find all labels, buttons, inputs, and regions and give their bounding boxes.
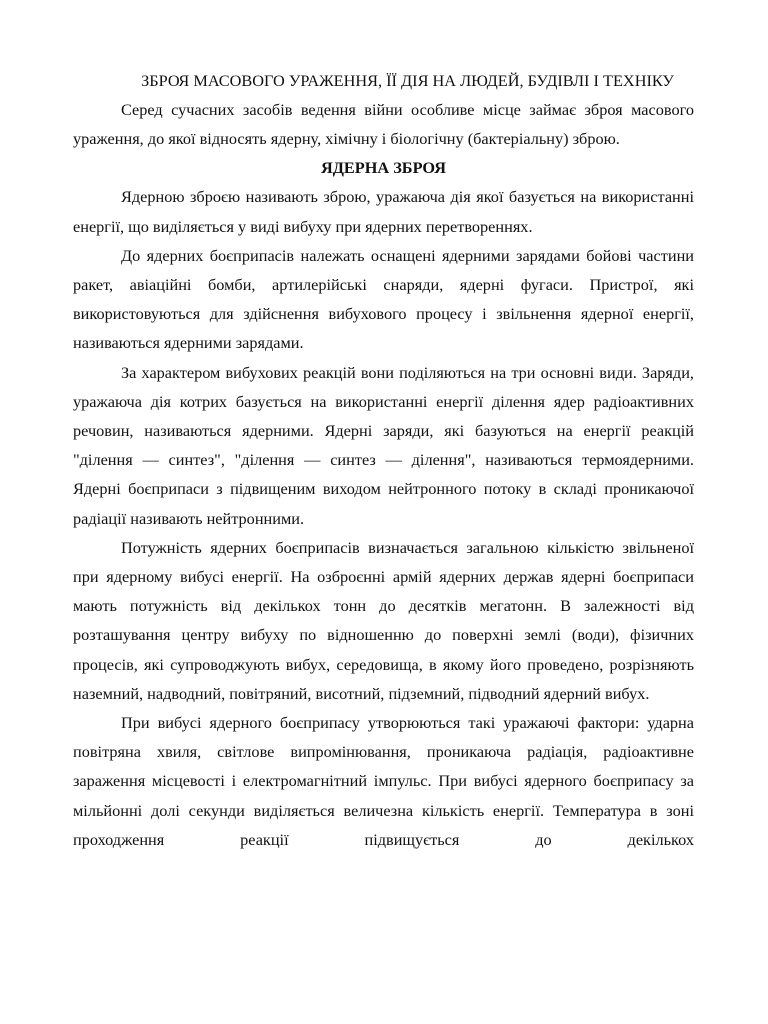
section-heading: ЯДЕРНА ЗБРОЯ [320,158,447,178]
intro-paragraph: Серед сучасних засобів ведення війни особливе місце займає зброя масового ураження, до якої відносять ядерну, хімічну і біологічну (бактеріальну) зброю. [73,100,694,149]
body-paragraph: До ядерних боєприпасів належать оснащені ядерними зарядами бойові частини ракет, авіаційні бомби, артилерійські снаряди, ядерні фугаси. Пристрої, які використовуються для здійснення вибухового процесу і звільнення ядерної енергії, називаються ядерними зарядами. [73,245,694,353]
body-paragraph: При вибусі ядерного боєприпасу утворюються такі уражаючі фактори: ударна повітряна хвиля, світлове випромінювання, проникаюча радіація, радіоактивне зараження місцевості і електромагнітний імпульс. При вибусі ядерного боєприпасу за мільйонні долі секунди виділяється величезна кількість енергії. Температура в зоні проходження реакції підвищується до декількох [73,713,694,849]
document-page [73,66,694,854]
body-paragraph: Потужність ядерних боєприпасів визначається загальною кількістю звільненої при ядерному вибусі енергії. На озброєнні армій ядерних держав ядерні боєприпаси мають потужність від декількох тонн до десятків мегатонн. В залежності від розташування центру вибуху по відношенню до поверхні землі (води), фізичних процесів, які супроводжують вибух, середовища, в якому його проведено, розрізняють наземний, надводний, повітряний, висотний, підземний, підводний ядерний вибух. [73,537,694,703]
body-paragraph: Ядерною зброєю називають зброю, уражаюча дія якої базується на використанні енергії, що виділяється у виді вибуху при ядерних перетвореннях. [73,187,694,236]
document-title: ЗБРОЯ МАСОВОГО УРАЖЕННЯ, ЇЇ ДІЯ НА ЛЮДЕЙ, БУДІВЛІ І ТЕХНІКУ [141,71,674,90]
body-paragraph: За характером вибухових реакцій вони поділяються на три основні види. Заряди, уражаюча дія котрих базується на використанні енергії ділення ядер радіоактивних речовин, називаються ядерними. Ядерні заряди, які базуються на енергії реакцій "ділення — синтез", "ділення — синтез — ділення", називаються термоядерними. Ядерні боєприпаси з підвищеним виходом нейтронного потоку в складі проникаючої радіації називають нейтронними. [73,362,694,528]
